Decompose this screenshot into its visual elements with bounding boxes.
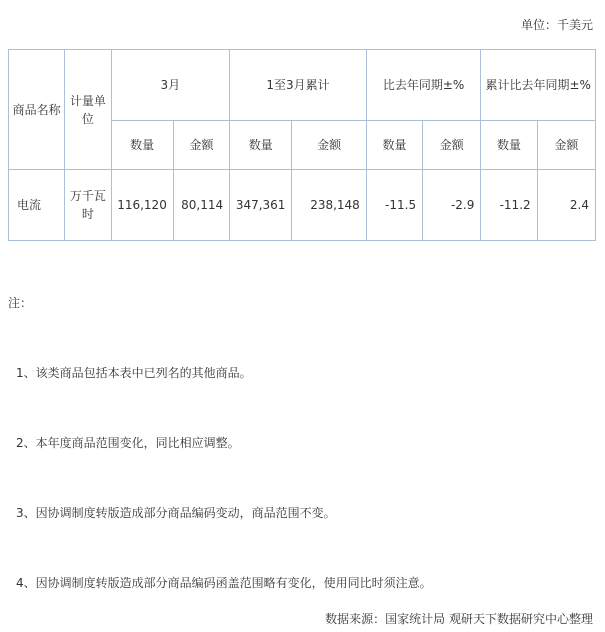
subheader-amount: 金额 xyxy=(423,121,481,170)
subheader-quantity: 数量 xyxy=(366,121,422,170)
yoy-amount-cell: -2.9 xyxy=(423,170,481,241)
measure-unit-cell: 万千瓦时 xyxy=(65,170,111,241)
header-product-name: 商品名称 xyxy=(9,50,65,170)
table-row xyxy=(9,170,596,241)
subheader-quantity: 数量 xyxy=(230,121,292,170)
notes-title: 注： xyxy=(8,296,33,310)
note-item: 4、因协调制度转版造成部分商品编码函盖范围略有变化，使用同比时须注意。 xyxy=(16,576,432,590)
header-cumulative-yoy-change: 累计比去年同期±% xyxy=(481,50,596,121)
cumulative-yoy-amount-cell: 2.4 xyxy=(537,170,595,241)
header-measure-unit: 计量单位 xyxy=(65,50,111,170)
subheader-amount: 金额 xyxy=(173,121,229,170)
subheader-quantity: 数量 xyxy=(111,121,173,170)
cumulative-yoy-quantity-cell: -11.2 xyxy=(481,170,537,241)
header-cumulative: 1至3月累计 xyxy=(230,50,367,121)
subheader-quantity: 数量 xyxy=(481,121,537,170)
note-item: 1、该类商品包括本表中已列名的其他商品。 xyxy=(16,366,252,380)
product-name-cell: 电流 xyxy=(9,170,65,241)
march-amount-cell: 80,114 xyxy=(173,170,229,241)
march-quantity-cell: 116,120 xyxy=(111,170,173,241)
cumulative-quantity-cell: 347,361 xyxy=(230,170,292,241)
cumulative-amount-cell: 238,148 xyxy=(292,170,366,241)
header-yoy-change: 比去年同期±% xyxy=(366,50,481,121)
yoy-quantity-cell: -11.5 xyxy=(366,170,422,241)
unit-label: 单位：千美元 xyxy=(520,18,593,32)
note-item: 2、本年度商品范围变化，同比相应调整。 xyxy=(16,436,240,450)
subheader-amount: 金额 xyxy=(537,121,595,170)
trade-data-table xyxy=(8,49,596,241)
data-source: 数据来源：国家统计局 观研天下数据研究中心整理 xyxy=(325,612,593,626)
note-item: 3、因协调制度转版造成部分商品编码变动，商品范围不变。 xyxy=(16,506,336,520)
header-march: 3月 xyxy=(111,50,230,121)
subheader-amount: 金额 xyxy=(292,121,366,170)
